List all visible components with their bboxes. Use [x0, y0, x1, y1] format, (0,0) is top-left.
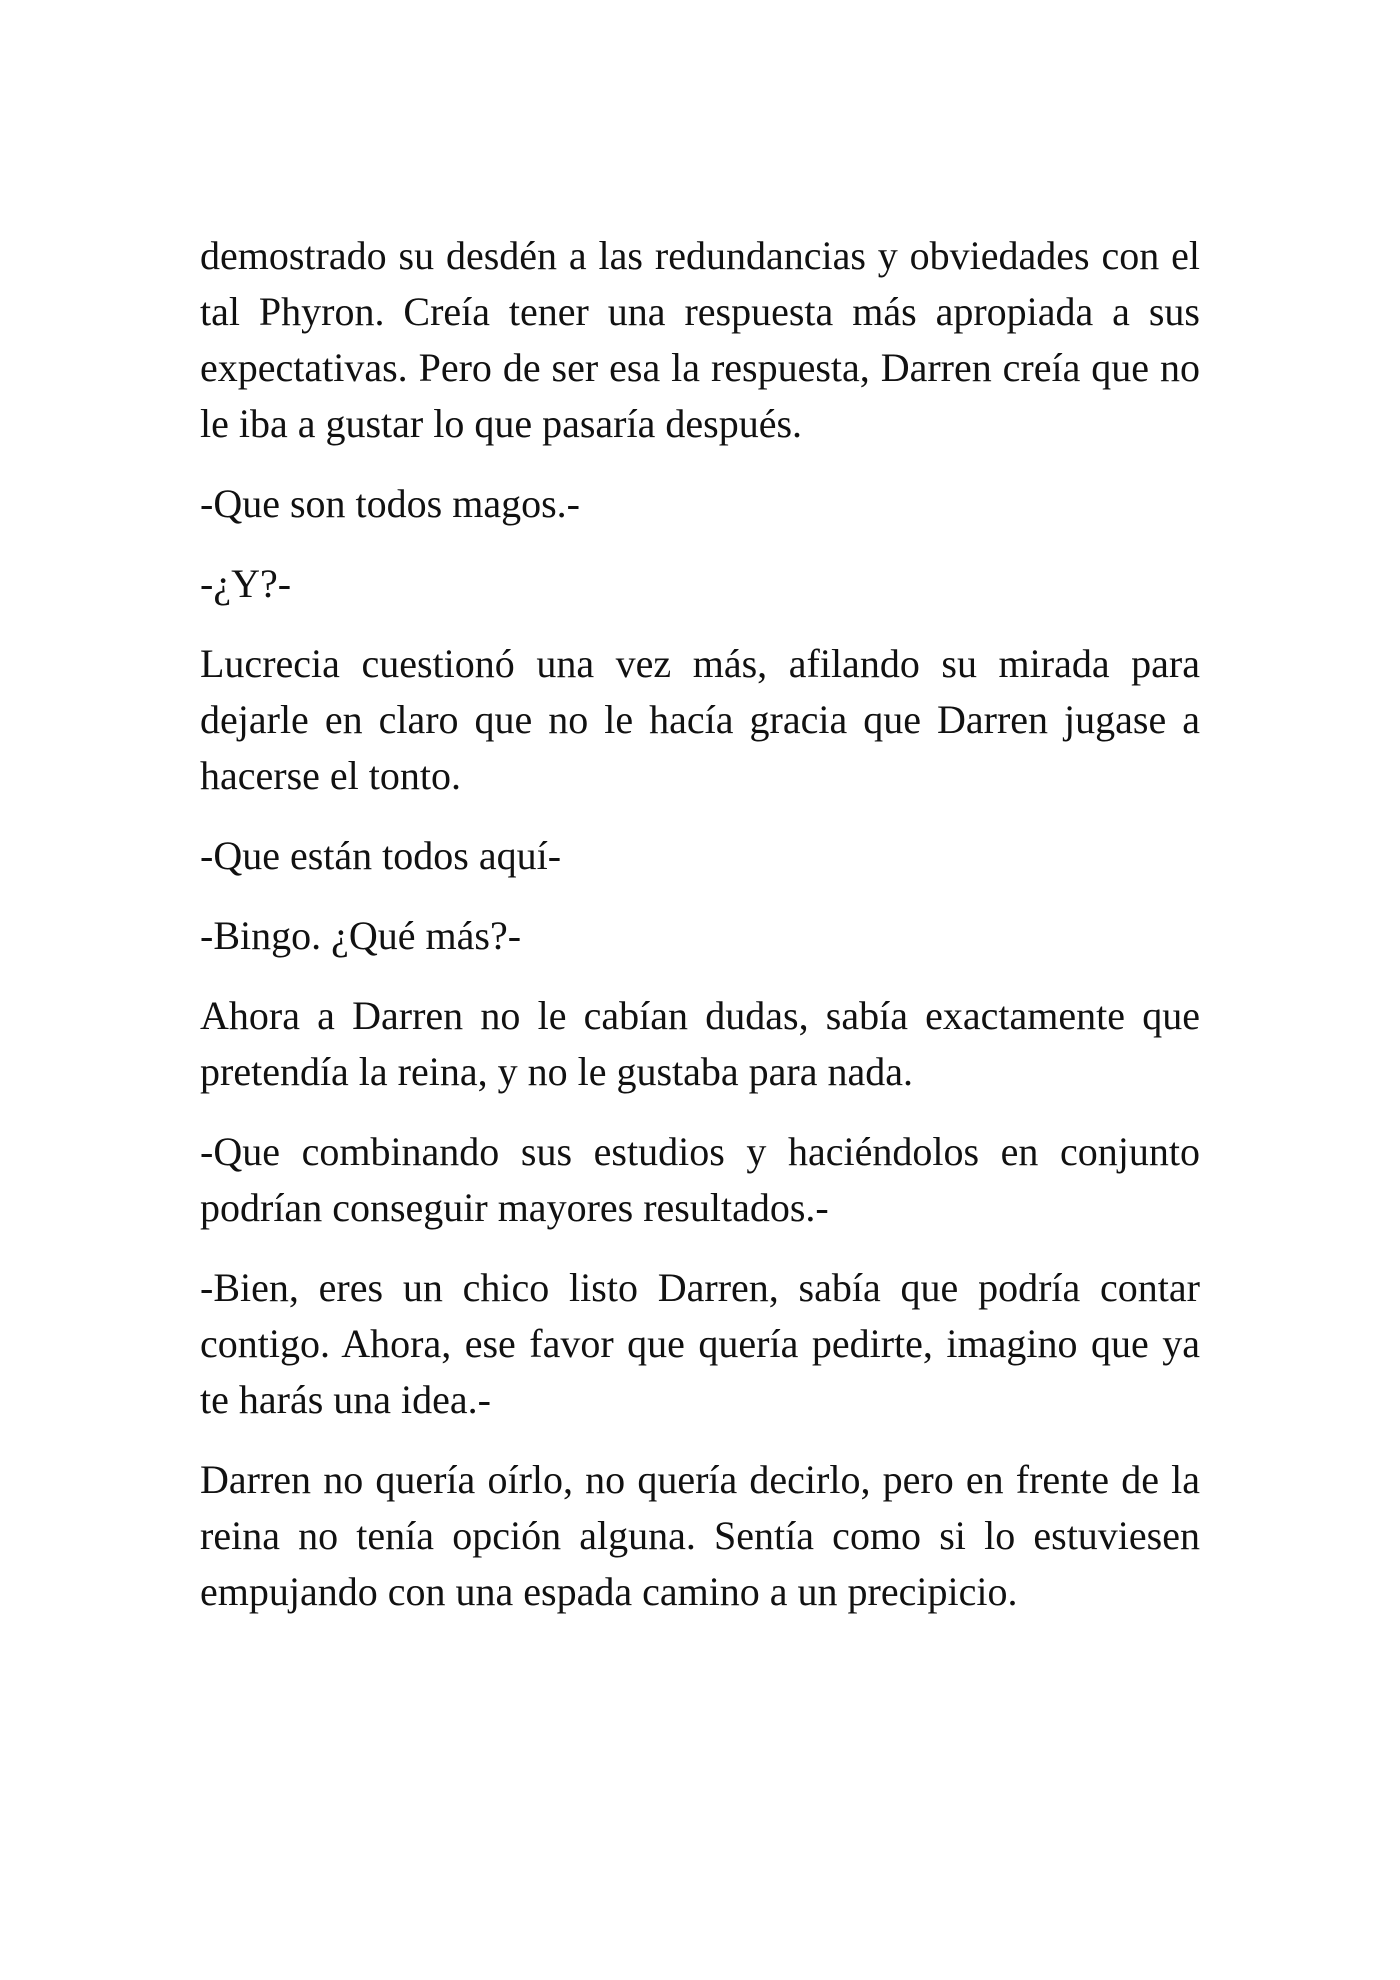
document-page [200, 228, 1200, 1644]
paragraph-dialogue-bingo: -Bingo. ¿Qué más?- [200, 913, 522, 958]
paragraph-dialogue-favor: -Bien, eres un chico listo Darren, sabía que podría contar contigo. Ahora, ese favor que quería pedirte, imagino que ya te harás una idea.- [200, 1265, 1200, 1422]
paragraph-narration-dudas: Ahora a Darren no le cabían dudas, sabía exactamente que pretendía la reina, y no le gustaba para nada. [200, 993, 1200, 1094]
paragraph-narration-intro: demostrado su desdén a las redundancias y obviedades con el tal Phyron. Creía tener una respuesta más apropiada a sus expectativas. Pero de ser esa la respuesta, Darren creía que no le iba a gustar lo que pasaría después. [200, 233, 1200, 446]
paragraph-dialogue-magos: -Que son todos magos.- [200, 481, 580, 526]
paragraph-narration-precipicio: Darren no quería oírlo, no quería decirlo, pero en frente de la reina no tenía opción alguna. Sentía como si lo estuviesen empujando con una espada camino a un precipicio. [200, 1457, 1200, 1614]
paragraph-dialogue-aqui: -Que están todos aquí- [200, 833, 562, 878]
paragraph-narration-lucrecia: Lucrecia cuestionó una vez más, afilando su mirada para dejarle en claro que no le hacía gracia que Darren jugase a hacerse el tonto. [200, 641, 1200, 798]
paragraph-dialogue-resultados: -Que combinando sus estudios y haciéndolos en conjunto podrían conseguir mayores resultados.- [200, 1129, 1200, 1230]
paragraph-dialogue-y: -¿Y?- [200, 561, 292, 606]
